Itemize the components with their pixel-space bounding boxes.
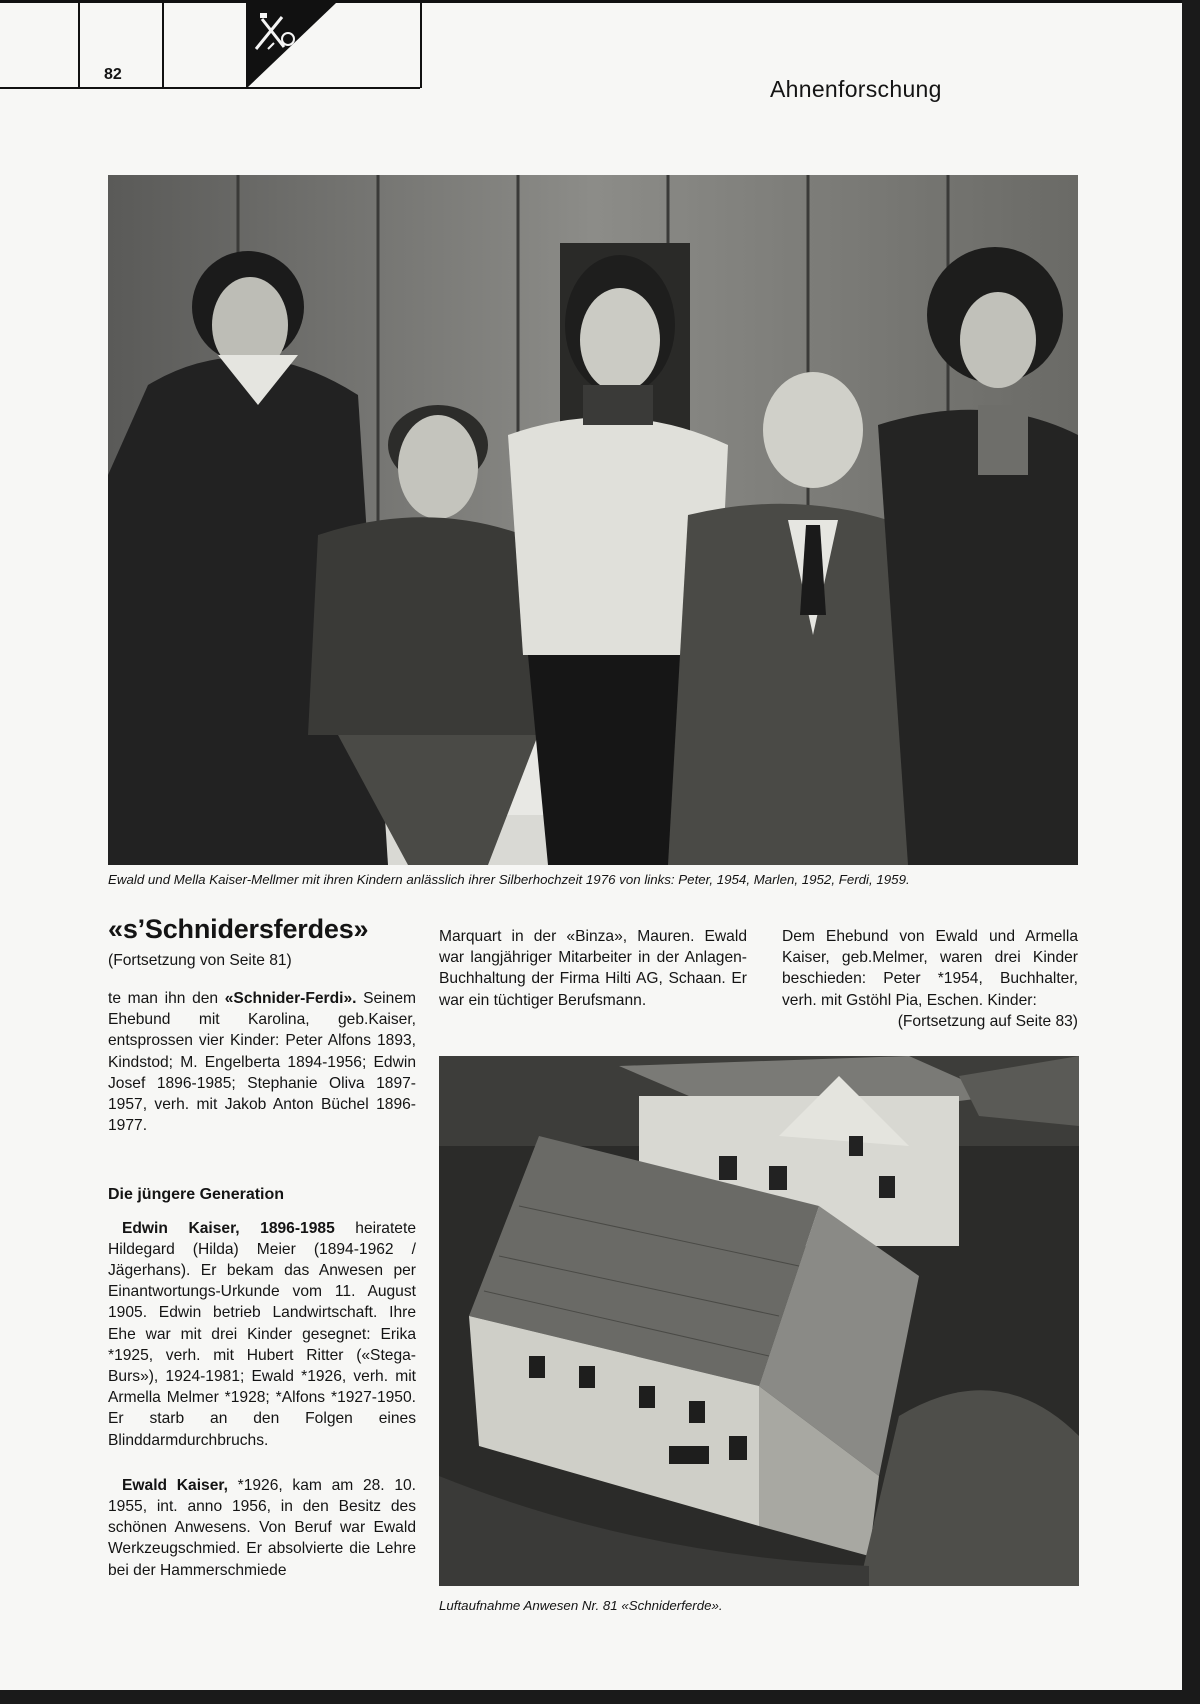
bold-name: Edwin Kaiser, 1896-1985 bbox=[122, 1219, 335, 1237]
continued-to-note: (Fortsetzung auf Seite 83) bbox=[897, 1012, 1078, 1030]
text-run: te man ihn den bbox=[108, 990, 225, 1007]
coat-of-arms-logo bbox=[248, 3, 338, 89]
header-bottom-rule bbox=[0, 87, 420, 89]
header-box-3 bbox=[164, 0, 248, 88]
aerial-caption: Luftaufnahme Anwesen Nr. 81 «Schniderferde». bbox=[439, 1598, 723, 1613]
text-run: *1926, kam am 28. 10. 1955, int. anno 1956, in den Besitz des schönen Anwesens. Von Beruf war Ewald Werkzeugschmied. Er absolvierte die Lehre bei der Hammerschmiede bbox=[108, 1476, 417, 1579]
family-portrait-photo bbox=[108, 175, 1078, 865]
column-3 bbox=[782, 926, 1078, 1032]
article-title: «s’Schnidersferdes» bbox=[108, 914, 369, 944]
aerial-photo bbox=[439, 1056, 1079, 1586]
paragraph-marquart: Marquart in der «Binza», Mauren. Ewald war langjähriger Mitarbeiter in der Anlagen-Buchhaltung der Firma Hilti AG, Schaan. Er war ein tüchtiger Berufsmann. bbox=[439, 928, 747, 1009]
column-1 bbox=[108, 988, 416, 1581]
bold-name: «Schnider-Ferdi». bbox=[224, 990, 357, 1007]
page-number: 82 bbox=[104, 66, 122, 83]
portrait-caption: Ewald und Mella Kaiser-Mellmer mit ihren Kindern anlässlich ihrer Silberhochzeit 1976 von links: Peter, 1954, Marlen, 1952, Ferdi, 1959. bbox=[108, 872, 910, 887]
running-head: Ahnenforschung bbox=[770, 76, 942, 102]
paragraph-children: Dem Ehebund von Ewald und Armella Kaiser, geb.Melmer, waren drei Kinder beschieden: Peter *1954, Buchhalter, verh. mit Gstöhl Pia, Eschen. Kinder: bbox=[782, 928, 1078, 1009]
column-2 bbox=[439, 926, 747, 1011]
paragraph-ewald bbox=[108, 1475, 416, 1581]
text-run: Seinem Ehebund mit Karolina, geb.Kaiser, entsprossen vier Kinder: Peter Alfons 1893, Kindstod; M. Engelberta 1894-1956; Edwin Josef 1896-1985; Stephanie Oliva 1897-1957, verh. mit Jakob Anton Büchel 1896-1977. bbox=[108, 990, 416, 1135]
paragraph-schnider-ferdi bbox=[108, 988, 416, 1136]
paragraph-edwin bbox=[108, 1218, 416, 1451]
header-box-2 bbox=[80, 0, 164, 88]
text-run: heiratete Hildegard (Hilda) Meier (1894-1962 / Jägerhans). Er bekam das Anwesen per Einantwortungs-Urkunde vom 11. August 1905. Edwin betrieb Landwirtschaft. Ihre Ehe war mit drei Kinder gesegnet: Erika *1925, verh. mit Hubert Ritter («Stega-Burs»), 1924-1981; Ewald *1926, verh. mit Armella Melmer *1928; *Alfons *1927-1950. Er starb an den Folgen eines Blinddarmdurchbruchs. bbox=[108, 1219, 416, 1449]
bold-name: Ewald Kaiser, bbox=[122, 1476, 228, 1494]
header-box-5 bbox=[336, 0, 422, 88]
section-heading: Die jüngere Generation bbox=[108, 1186, 285, 1204]
header-box-1 bbox=[0, 0, 80, 88]
continued-from-note: (Fortsetzung von Seite 81) bbox=[108, 952, 292, 969]
